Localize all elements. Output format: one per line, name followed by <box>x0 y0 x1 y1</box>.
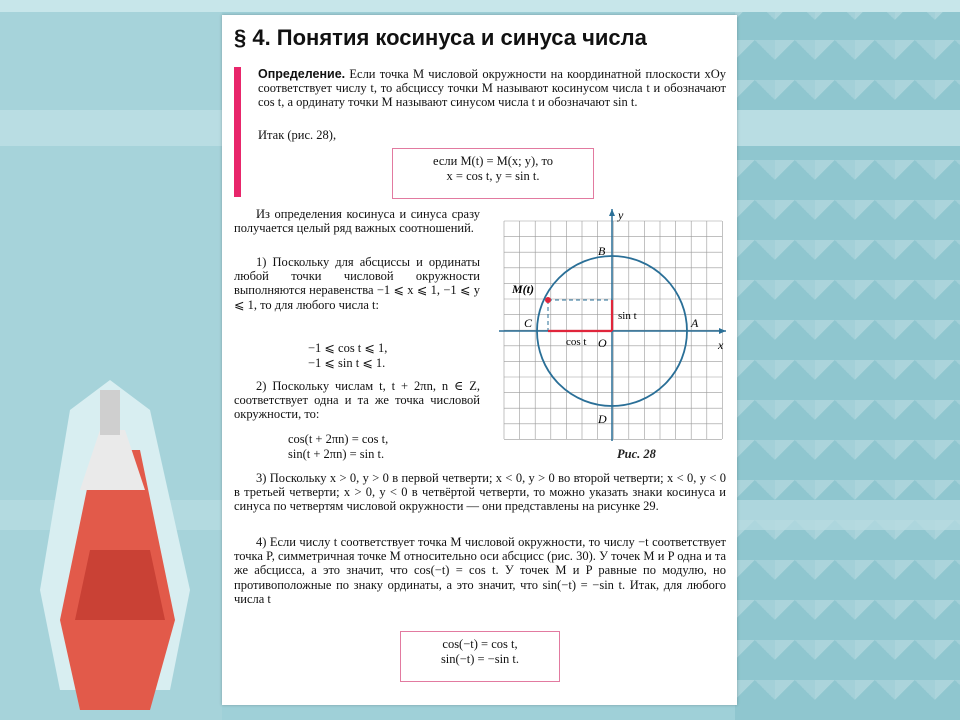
textbook-page <box>222 15 737 705</box>
label-o: O <box>598 336 607 350</box>
label-sin: sin t <box>618 310 637 322</box>
label-b: B <box>598 244 606 258</box>
background-frame <box>0 0 960 12</box>
label-c: C <box>524 316 533 330</box>
formula-cos-period: cos(t + 2πn) = cos t, <box>288 432 389 446</box>
label-d: D <box>598 412 607 426</box>
itak-text: Итак (рис. 28), <box>258 128 337 142</box>
formula-line: cos(−t) = cos t, <box>442 637 518 651</box>
label-m: M(t) <box>512 282 534 296</box>
page-title: § 4. Понятия косинуса и синуса числа <box>234 25 647 50</box>
intro-paragraph: Из определения косинуса и синуса сразу получается целый ряд важных соотношений. <box>234 207 480 236</box>
formula-cos-range: −1 ⩽ cos t ⩽ 1, <box>308 341 388 355</box>
label-y: y <box>618 208 624 222</box>
definition-marker <box>234 67 241 197</box>
item-2-paragraph: 2) Поскольку числам t, t + 2πn, n ∈ Z, соответствует одна и та же точка числовой окружности, то: <box>234 379 480 422</box>
y-axis-arrow-icon <box>609 209 615 216</box>
formula-line: sin(−t) = −sin t. <box>440 652 520 666</box>
formula-box-parity <box>400 631 560 682</box>
unit-circle-figure <box>494 203 734 443</box>
figure-caption: Рис. 28 <box>617 447 656 461</box>
formula-sin-period: sin(t + 2πn) = sin t. <box>288 447 385 461</box>
point-m <box>545 297 551 303</box>
item-3-paragraph: 3) Поскольку x > 0, y > 0 в первой четверти; x < 0, y > 0 во второй четверти; x < 0, y < 0 в третьей четверти; x > 0, y < 0 в четвёртой четверти, то можно указать знаки косинуса и синуса по четвертям числовой окружности — они представлены на рисунке 29. <box>234 471 726 514</box>
label-x: x <box>718 338 724 352</box>
formula-box-definition <box>392 148 594 199</box>
definition-text: Если точка M числовой окружности на координатной плоскости xOy соответствует числу t, то абсциссу точки M называют косинусом числа t и обозначают cos t, а ординату точки M называют синусом числа t и обозначают sin t. <box>258 67 726 110</box>
definition-paragraph <box>258 67 726 110</box>
definition-label: Определение. <box>258 67 346 81</box>
label-cos: cos t <box>566 336 587 348</box>
ship-illustration-icon <box>0 290 222 720</box>
formula-line: если M(t) = M(x; y), то <box>432 154 553 168</box>
formula-sin-range: −1 ⩽ sin t ⩽ 1. <box>308 356 386 370</box>
item-4-paragraph: 4) Если числу t соответствует точка M числовой окружности, то числу −t соответствует точка P, симметричная точке M относительно оси абсцисс (рис. 30). У точек M и P одна и та же абсцисса, а это значит, что cos(−t) = cos t. У точек M и P равные по модулю, но противоположные по знаку ординаты, а это значит, что sin(−t) = −sin t. Итак, для любого числа t <box>234 535 726 606</box>
formula-line: x = cos t, y = sin t. <box>446 169 540 183</box>
label-a: A <box>691 316 699 330</box>
background-pattern <box>735 0 960 720</box>
item-1-paragraph: 1) Поскольку для абсциссы и ординаты любой точки числовой окружности выполняются неравенства −1 ⩽ x ⩽ 1, −1 ⩽ y ⩽ 1, то для любого числа t: <box>234 255 480 312</box>
